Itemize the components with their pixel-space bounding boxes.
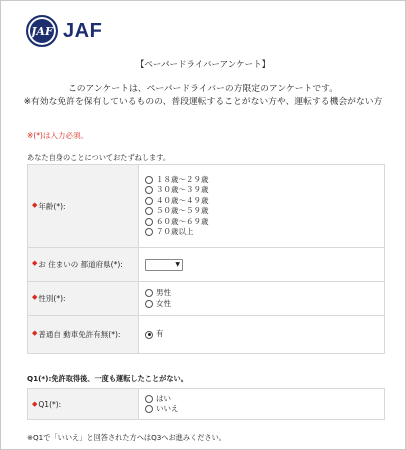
radio-selected-icon[interactable] — [145, 331, 153, 339]
section-heading: あなた自身のことについておたずねします。 — [27, 153, 171, 162]
footnote: ※Q1で「いいえ」と回答された方へはQ3へお進みください。 — [27, 433, 226, 442]
emblem-text: JAF — [31, 24, 53, 38]
age-option[interactable] — [145, 175, 378, 186]
age-row — [28, 165, 385, 248]
required-marker-icon: ◆ — [32, 259, 38, 267]
page-title: 【ペーパードライバーアンケート】 — [135, 60, 271, 70]
intro-line-2: ※有効な免許を保有しているものの、普段運転することがない方や、運転する機会がない方 — [23, 97, 383, 107]
radio-icon[interactable] — [145, 289, 153, 297]
radio-icon[interactable] — [145, 207, 153, 215]
q1-options — [139, 389, 385, 420]
age-option-label: ６０歳～６９歳 — [156, 216, 209, 226]
gender-options — [139, 282, 385, 316]
gender-option[interactable] — [145, 299, 378, 310]
license-option-label: 有 — [156, 329, 164, 339]
age-option-label: ７０歳以上 — [156, 227, 194, 236]
required-marker-icon: ◆ — [32, 329, 38, 337]
prefecture-row — [28, 248, 385, 282]
gender-label-cell — [28, 282, 139, 316]
q1-option-label: はい — [156, 393, 171, 403]
q1-row — [28, 389, 385, 420]
profile-form-table — [27, 164, 385, 354]
radio-icon[interactable] — [145, 300, 153, 308]
age-option-label: ５０歳～５９歳 — [156, 206, 209, 215]
logo-text: JAF — [63, 19, 103, 42]
age-options — [139, 165, 385, 248]
age-option-label: １８歳～２９歳 — [156, 174, 209, 184]
license-row — [28, 316, 385, 354]
age-label-cell — [28, 165, 139, 248]
q1-form-table — [27, 388, 385, 420]
q1-heading: Q1(*):免許取得後、一度も運転したことがない。 — [27, 374, 188, 383]
gender-row — [28, 282, 385, 316]
chevron-down-icon: ▼ — [175, 260, 180, 268]
prefecture-label: お 住まいの 都道府県(*): — [38, 260, 123, 269]
intro-line-1: このアンケートは、ペーパードライバーの方限定のアンケートです。 — [67, 84, 339, 94]
age-option[interactable] — [145, 227, 378, 238]
radio-icon[interactable] — [145, 405, 153, 413]
radio-icon[interactable] — [145, 186, 153, 194]
radio-icon[interactable] — [145, 228, 153, 236]
prefecture-field-cell — [139, 248, 385, 282]
q1-option[interactable] — [145, 394, 378, 405]
q1-option[interactable] — [145, 404, 378, 415]
age-option[interactable] — [145, 217, 378, 228]
radio-icon[interactable] — [145, 197, 153, 205]
age-option-label: ３０歳～３９歳 — [156, 185, 209, 194]
age-option[interactable] — [145, 196, 378, 207]
gender-option[interactable] — [145, 288, 378, 299]
required-marker-icon: ◆ — [32, 293, 38, 301]
radio-icon[interactable] — [145, 395, 153, 403]
gender-option-label: 女性 — [156, 298, 171, 308]
required-marker-icon: ◆ — [32, 200, 38, 209]
radio-icon[interactable] — [145, 218, 153, 226]
license-options — [139, 316, 385, 354]
intro-text — [1, 83, 405, 109]
age-option-label: ４０歳～４９歳 — [156, 195, 209, 205]
license-label-cell — [28, 316, 139, 354]
q1-label-cell — [28, 389, 139, 420]
prefecture-select[interactable] — [145, 259, 183, 271]
jaf-emblem-icon — [26, 15, 58, 47]
age-option[interactable] — [145, 206, 378, 217]
radio-icon[interactable] — [145, 176, 153, 184]
age-label: 年齢(*): — [38, 201, 66, 211]
required-marker-icon: ◆ — [32, 399, 38, 408]
gender-option-label: 男性 — [156, 288, 171, 297]
q1-option-label: いいえ — [156, 404, 179, 413]
gender-label: 性別(*): — [38, 294, 66, 303]
license-label: 普通自 動車免許有無(*): — [38, 330, 121, 339]
required-note: ※(*)は入力必須。 — [27, 131, 88, 140]
prefecture-label-cell — [28, 248, 139, 282]
age-option[interactable] — [145, 185, 378, 196]
license-option[interactable] — [145, 329, 378, 340]
q1-label: Q1(*): — [38, 399, 62, 409]
jaf-logo — [26, 15, 102, 47]
